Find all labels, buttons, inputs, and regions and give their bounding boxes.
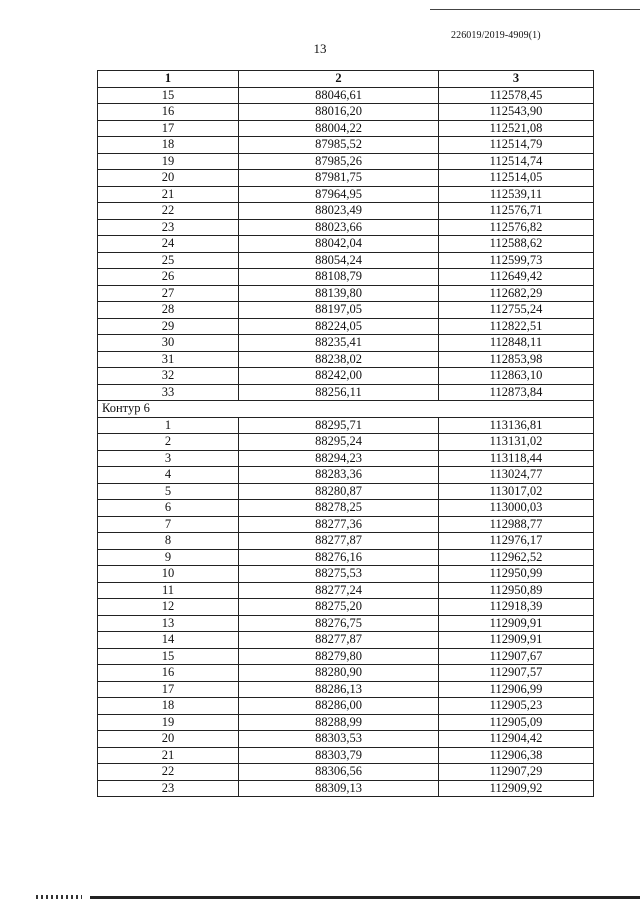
point-number-cell: 1 — [98, 417, 239, 434]
point-number-cell: 22 — [98, 203, 239, 220]
y-coordinate-cell: 113136,81 — [439, 417, 594, 434]
point-number-cell: 15 — [98, 648, 239, 665]
x-coordinate-cell: 88023,66 — [239, 219, 439, 236]
x-coordinate-cell: 88280,90 — [239, 665, 439, 682]
y-coordinate-cell: 112682,29 — [439, 285, 594, 302]
table-row — [98, 384, 594, 401]
x-coordinate-cell: 88238,02 — [239, 351, 439, 368]
table-row — [98, 87, 594, 104]
table-row — [98, 467, 594, 484]
table-row — [98, 582, 594, 599]
point-number-cell: 16 — [98, 665, 239, 682]
table-row — [98, 368, 594, 385]
point-number-cell: 26 — [98, 269, 239, 286]
x-coordinate-cell: 88278,25 — [239, 500, 439, 517]
y-coordinate-cell: 112962,52 — [439, 549, 594, 566]
y-coordinate-cell: 112907,57 — [439, 665, 594, 682]
x-coordinate-cell: 88283,36 — [239, 467, 439, 484]
x-coordinate-cell: 88197,05 — [239, 302, 439, 319]
y-coordinate-cell: 112905,23 — [439, 698, 594, 715]
y-coordinate-cell: 112976,17 — [439, 533, 594, 550]
y-coordinate-cell: 112906,99 — [439, 681, 594, 698]
point-number-cell: 24 — [98, 236, 239, 253]
document-id: 226019/2019-4909(1) — [451, 30, 541, 41]
table-row — [98, 236, 594, 253]
table-row — [98, 698, 594, 715]
x-coordinate-cell: 88275,53 — [239, 566, 439, 583]
y-coordinate-cell: 112909,91 — [439, 615, 594, 632]
table-row — [98, 566, 594, 583]
table-row — [98, 318, 594, 335]
y-coordinate-cell: 112988,77 — [439, 516, 594, 533]
y-coordinate-cell: 112909,92 — [439, 780, 594, 797]
x-coordinate-cell: 88277,36 — [239, 516, 439, 533]
y-coordinate-cell: 112539,11 — [439, 186, 594, 203]
x-coordinate-cell: 88042,04 — [239, 236, 439, 253]
section-row — [98, 401, 594, 418]
table-row — [98, 219, 594, 236]
coordinates-table — [97, 70, 594, 797]
y-coordinate-cell: 113000,03 — [439, 500, 594, 517]
y-coordinate-cell: 112521,08 — [439, 120, 594, 137]
x-coordinate-cell: 88256,11 — [239, 384, 439, 401]
x-coordinate-cell: 88277,87 — [239, 533, 439, 550]
point-number-cell: 31 — [98, 351, 239, 368]
x-coordinate-cell: 88242,00 — [239, 368, 439, 385]
y-coordinate-cell: 112907,29 — [439, 764, 594, 781]
point-number-cell: 15 — [98, 87, 239, 104]
column-header: 1 — [98, 71, 239, 88]
point-number-cell: 6 — [98, 500, 239, 517]
table-row — [98, 599, 594, 616]
y-coordinate-cell: 112514,05 — [439, 170, 594, 187]
table-row — [98, 533, 594, 550]
y-coordinate-cell: 112578,45 — [439, 87, 594, 104]
x-coordinate-cell: 88303,53 — [239, 731, 439, 748]
point-number-cell: 30 — [98, 335, 239, 352]
x-coordinate-cell: 88288,99 — [239, 714, 439, 731]
x-coordinate-cell: 88309,13 — [239, 780, 439, 797]
point-number-cell: 17 — [98, 681, 239, 698]
table-row — [98, 731, 594, 748]
table-row — [98, 186, 594, 203]
table-row — [98, 351, 594, 368]
point-number-cell: 19 — [98, 153, 239, 170]
x-coordinate-cell: 88023,49 — [239, 203, 439, 220]
point-number-cell: 29 — [98, 318, 239, 335]
y-coordinate-cell: 112950,99 — [439, 566, 594, 583]
point-number-cell: 21 — [98, 186, 239, 203]
y-coordinate-cell: 112863,10 — [439, 368, 594, 385]
y-coordinate-cell: 113118,44 — [439, 450, 594, 467]
y-coordinate-cell: 112514,79 — [439, 137, 594, 154]
point-number-cell: 7 — [98, 516, 239, 533]
table-row — [98, 516, 594, 533]
x-coordinate-cell: 88294,23 — [239, 450, 439, 467]
x-coordinate-cell: 88016,20 — [239, 104, 439, 121]
point-number-cell: 13 — [98, 615, 239, 632]
point-number-cell: 33 — [98, 384, 239, 401]
y-coordinate-cell: 112599,73 — [439, 252, 594, 269]
table-header-row — [98, 71, 594, 88]
scan-edge-line — [90, 896, 640, 899]
y-coordinate-cell: 112822,51 — [439, 318, 594, 335]
table-row — [98, 483, 594, 500]
point-number-cell: 2 — [98, 434, 239, 451]
point-number-cell: 10 — [98, 566, 239, 583]
table-row — [98, 764, 594, 781]
point-number-cell: 9 — [98, 549, 239, 566]
y-coordinate-cell: 112906,38 — [439, 747, 594, 764]
table-row — [98, 335, 594, 352]
x-coordinate-cell: 88108,79 — [239, 269, 439, 286]
point-number-cell: 19 — [98, 714, 239, 731]
x-coordinate-cell: 88286,13 — [239, 681, 439, 698]
x-coordinate-cell: 88277,87 — [239, 632, 439, 649]
y-coordinate-cell: 112918,39 — [439, 599, 594, 616]
point-number-cell: 28 — [98, 302, 239, 319]
point-number-cell: 11 — [98, 582, 239, 599]
y-coordinate-cell: 112514,74 — [439, 153, 594, 170]
x-coordinate-cell: 88280,87 — [239, 483, 439, 500]
point-number-cell: 16 — [98, 104, 239, 121]
table-row — [98, 104, 594, 121]
y-coordinate-cell: 112576,82 — [439, 219, 594, 236]
y-coordinate-cell: 113131,02 — [439, 434, 594, 451]
point-number-cell: 27 — [98, 285, 239, 302]
table-row — [98, 714, 594, 731]
y-coordinate-cell: 112853,98 — [439, 351, 594, 368]
table-row — [98, 170, 594, 187]
y-coordinate-cell: 113024,77 — [439, 467, 594, 484]
table-row — [98, 549, 594, 566]
point-number-cell: 18 — [98, 137, 239, 154]
table-row — [98, 780, 594, 797]
table-row — [98, 681, 594, 698]
x-coordinate-cell: 87985,26 — [239, 153, 439, 170]
table-row — [98, 500, 594, 517]
table-row — [98, 269, 594, 286]
point-number-cell: 25 — [98, 252, 239, 269]
table-row — [98, 747, 594, 764]
table-row — [98, 632, 594, 649]
x-coordinate-cell: 88224,05 — [239, 318, 439, 335]
y-coordinate-cell: 112755,24 — [439, 302, 594, 319]
column-header: 2 — [239, 71, 439, 88]
point-number-cell: 21 — [98, 747, 239, 764]
point-number-cell: 5 — [98, 483, 239, 500]
point-number-cell: 32 — [98, 368, 239, 385]
point-number-cell: 12 — [98, 599, 239, 616]
x-coordinate-cell: 88046,61 — [239, 87, 439, 104]
table-row — [98, 153, 594, 170]
x-coordinate-cell: 88279,80 — [239, 648, 439, 665]
x-coordinate-cell: 88276,75 — [239, 615, 439, 632]
y-coordinate-cell: 112873,84 — [439, 384, 594, 401]
x-coordinate-cell: 87964,95 — [239, 186, 439, 203]
point-number-cell: 23 — [98, 780, 239, 797]
y-coordinate-cell: 112905,09 — [439, 714, 594, 731]
x-coordinate-cell: 88277,24 — [239, 582, 439, 599]
x-coordinate-cell: 87981,75 — [239, 170, 439, 187]
point-number-cell: 8 — [98, 533, 239, 550]
table-row — [98, 434, 594, 451]
point-number-cell: 4 — [98, 467, 239, 484]
x-coordinate-cell: 88306,56 — [239, 764, 439, 781]
point-number-cell: 18 — [98, 698, 239, 715]
y-coordinate-cell: 112576,71 — [439, 203, 594, 220]
x-coordinate-cell: 88295,24 — [239, 434, 439, 451]
x-coordinate-cell: 88139,80 — [239, 285, 439, 302]
y-coordinate-cell: 112588,62 — [439, 236, 594, 253]
table-row — [98, 417, 594, 434]
x-coordinate-cell: 88303,79 — [239, 747, 439, 764]
x-coordinate-cell: 88286,00 — [239, 698, 439, 715]
y-coordinate-cell: 112950,89 — [439, 582, 594, 599]
table-row — [98, 450, 594, 467]
x-coordinate-cell: 88004,22 — [239, 120, 439, 137]
y-coordinate-cell: 112904,42 — [439, 731, 594, 748]
point-number-cell: 22 — [98, 764, 239, 781]
point-number-cell: 14 — [98, 632, 239, 649]
point-number-cell: 20 — [98, 170, 239, 187]
point-number-cell: 20 — [98, 731, 239, 748]
table-row — [98, 203, 594, 220]
point-number-cell: 17 — [98, 120, 239, 137]
x-coordinate-cell: 87985,52 — [239, 137, 439, 154]
x-coordinate-cell: 88276,16 — [239, 549, 439, 566]
column-header: 3 — [439, 71, 594, 88]
y-coordinate-cell: 113017,02 — [439, 483, 594, 500]
table-row — [98, 137, 594, 154]
table-row — [98, 285, 594, 302]
table-body-contour-6 — [98, 417, 594, 797]
x-coordinate-cell: 88235,41 — [239, 335, 439, 352]
y-coordinate-cell: 112649,42 — [439, 269, 594, 286]
page-number: 13 — [313, 41, 327, 56]
table-row — [98, 665, 594, 682]
y-coordinate-cell: 112907,67 — [439, 648, 594, 665]
section-label: Контур 6 — [98, 401, 594, 418]
scan-artifact — [36, 895, 82, 899]
y-coordinate-cell: 112848,11 — [439, 335, 594, 352]
table-row — [98, 648, 594, 665]
table-row — [98, 120, 594, 137]
x-coordinate-cell: 88054,24 — [239, 252, 439, 269]
scan-edge-line — [430, 9, 640, 10]
table-row — [98, 252, 594, 269]
x-coordinate-cell: 88275,20 — [239, 599, 439, 616]
x-coordinate-cell: 88295,71 — [239, 417, 439, 434]
table-row — [98, 615, 594, 632]
y-coordinate-cell: 112909,91 — [439, 632, 594, 649]
y-coordinate-cell: 112543,90 — [439, 104, 594, 121]
table-body-contour-prev — [98, 87, 594, 401]
table-row — [98, 302, 594, 319]
point-number-cell: 23 — [98, 219, 239, 236]
point-number-cell: 3 — [98, 450, 239, 467]
